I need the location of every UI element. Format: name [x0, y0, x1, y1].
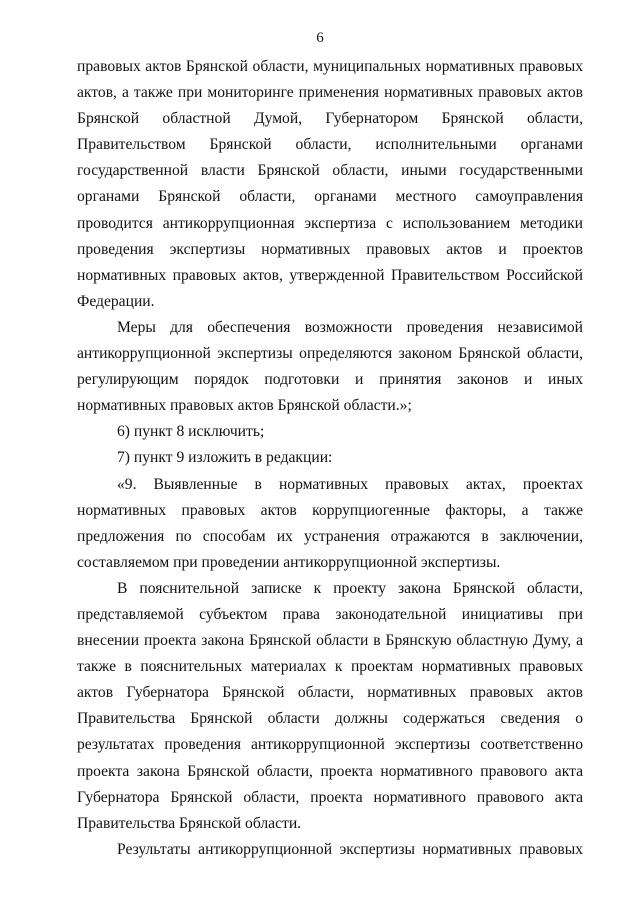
paragraph-results: Результаты антикоррупционной экспертизы нормативных правовых [117, 840, 583, 858]
paragraph-point-9: «9. Выявленные в нормативных правовых актах, проектах нормативных правовых актов коррупциогенные факторы, а также предложения по способам их устранения отражаются в заключении, составляемом при проведении антикоррупционной экспертизы. [77, 475, 583, 571]
page-number: 6 [316, 30, 324, 46]
paragraph-explanatory-note: В пояснительной записке к проекту закона Брянской области, представляемой субъектом права законодательной инициативы при внесении проекта закона Брянской области в Брянскую областную Думу, а также в пояснительных материалах к проектам нормативных правовых актов Губернатора Брянской области, нормативных правовых актов Правительства Брянской области должны содержаться сведения о результатах проведения антикоррупционной экспертизы соответственно проекта закона Брянской области, проекта нормативного правового акта Губернатора Брянской области, проекта нормативного правового акта Правительства Брянской области. [77, 579, 583, 832]
paragraph-independent-expertise: Меры для обеспечения возможности проведения независимой антикоррупционной экспертизы определяются законом Брянской области, регулирующим порядок подготовки и принятия законов и иных нормативных правовых актов Брянской области.»; [77, 318, 583, 415]
paragraph-item-7: 7) пункт 9 изложить в редакции: [117, 449, 333, 467]
paragraph-continuation: правовых актов Брянской области, муниципальных нормативных правовых актов, а также при мониторинге применения нормативных правовых актов Брянской областной Думой, Губернатором Брянской области, Правительством Брянской области, исполнительными органами государственной власти Брянской области, иными государственными органами Брянской области, органами местного самоуправления проводится антикоррупционная экспертиза с использованием методики проведения экспертизы нормативных правовых актов и проектов нормативных правовых актов, утвержденной Правительством Российской Федерации. [77, 58, 583, 310]
paragraph-item-6: 6) пункт 8 исключить; [117, 423, 265, 441]
document-body [77, 54, 583, 863]
